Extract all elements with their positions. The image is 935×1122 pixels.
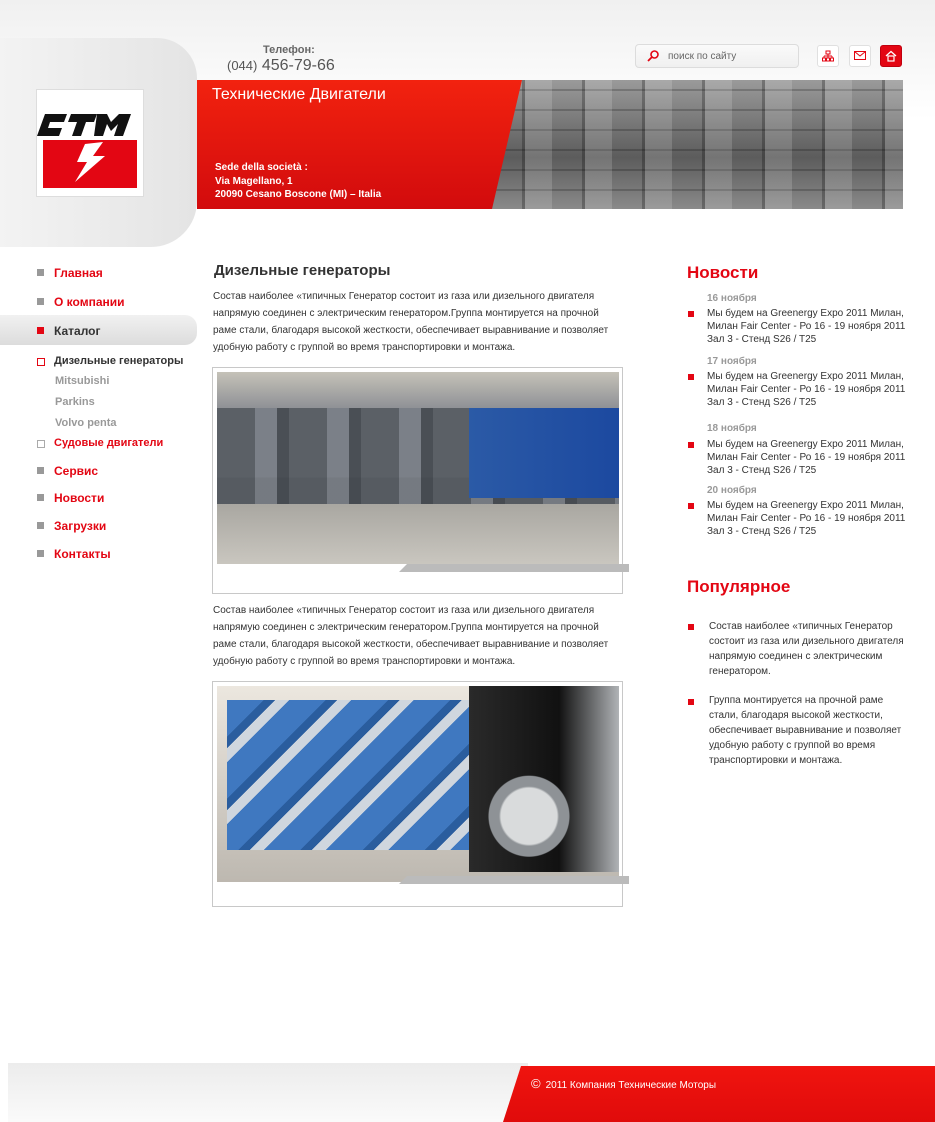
phone-number: [227, 57, 335, 75]
frame-tab: [399, 876, 629, 884]
nav-item-diesel-generators[interactable]: [0, 351, 197, 373]
sitemap-icon: [822, 50, 834, 62]
phone-label: Телефон:: [263, 44, 315, 56]
nav-sub-parkins[interactable]: Parkins: [55, 396, 95, 408]
news-bullet: [688, 374, 694, 380]
photo-engine-pipes: [469, 686, 619, 872]
photo-blue-generators: [227, 700, 487, 850]
header-banner: [197, 80, 903, 209]
news-bullet: [688, 503, 694, 509]
intro-paragraph: Состав наиболее «типичных Генератор состоит из газа или дизельного двигателя напрямую соединен с электрическим генератором.Группа монтируется на прочной раме стали, благодаря высокой жесткости, обеспечивает выравнивание и позволяет удобную работу с группой во время транспортировки и монтажа.: [213, 291, 609, 353]
nav-label: Дизельные генераторы: [54, 355, 184, 367]
nav-item-service[interactable]: [0, 460, 197, 482]
search-box: [635, 44, 799, 68]
photo-frame-1: [212, 367, 623, 594]
nav-item-contacts[interactable]: [0, 543, 197, 565]
nav-label: Главная: [54, 266, 103, 280]
popular-item-text[interactable]: Группа монтируется на прочной раме стали, благодаря высокой жесткости, обеспечивает выравнивание и позволяет удобную работу с группой во время транспортировки и монтажа.: [709, 695, 902, 766]
news-bullet: [688, 311, 694, 317]
news-item-text[interactable]: Мы будем на Greenergy Expo 2011 Милан, Милан Fair Center - Ро 16 - 19 ноября 2011 Зал 3 - Стенд S26 / T25: [707, 439, 906, 476]
nav-bullet: [37, 494, 44, 501]
popular-bullet: [688, 624, 694, 630]
mail-icon: [854, 51, 866, 61]
nav-bullet: [37, 522, 44, 529]
nav-label: Сервис: [54, 464, 99, 478]
phone-code: (044): [227, 58, 258, 73]
news-bullet: [688, 442, 694, 448]
nav-bullet: [37, 358, 45, 366]
nav-item-about[interactable]: [0, 291, 197, 313]
nav-item-home[interactable]: [0, 262, 197, 284]
generators-row-photo[interactable]: [217, 686, 619, 882]
banner-engines-photo: [492, 80, 903, 209]
nav-sub-mitsubishi[interactable]: Mitsubishi: [55, 375, 110, 387]
news-item-text[interactable]: Мы будем на Greenergy Expo 2011 Милан, Милан Fair Center - Ро 16 - 19 ноября 2011 Зал 3 - Стенд S26 / T25: [707, 500, 906, 537]
news-item-text[interactable]: Мы будем на Greenergy Expo 2011 Милан, Милан Fair Center - Ро 16 - 19 ноября 2011 Зал 3 - Стенд S26 / T25: [707, 371, 906, 408]
news-date: 17 ноября: [707, 356, 757, 367]
nav-item-news[interactable]: [0, 487, 197, 509]
news-date: 20 ноября: [707, 485, 757, 496]
banner-address-line1: Sede della società :: [215, 162, 308, 173]
photo-frame-2: [212, 681, 623, 907]
copyright-icon: ©: [531, 1076, 541, 1091]
footer-left: [8, 1063, 528, 1122]
nav-label: Каталог: [54, 324, 101, 338]
sitemap-button[interactable]: [817, 45, 839, 67]
nav-item-marine-engines[interactable]: [0, 433, 197, 455]
nav-label: Новости: [54, 491, 105, 505]
frame-tab: [399, 564, 629, 572]
footer-copyright: [531, 1076, 716, 1091]
photo-blue-wall: [469, 408, 619, 498]
copyright-text: 2011 Компания Технические Моторы: [545, 1080, 717, 1091]
nav-item-downloads[interactable]: [0, 515, 197, 537]
page-title: Дизельные генераторы: [214, 262, 391, 279]
nav-bullet: [37, 327, 44, 334]
popular-heading: Популярное: [687, 577, 791, 596]
home-icon: [885, 50, 897, 62]
footer-red: [503, 1066, 935, 1122]
photo-floor: [217, 504, 619, 564]
news-heading: Новости: [687, 263, 759, 282]
banner-address-line3: 20090 Cesano Boscone (MI) – Italia: [215, 189, 382, 200]
logo[interactable]: [36, 89, 144, 197]
news-item-text[interactable]: Мы будем на Greenergy Expo 2011 Милан, Милан Fair Center - Ро 16 - 19 ноября 2011 Зал 3 - Стенд S26 / T25: [707, 308, 906, 345]
news-date: 18 ноября: [707, 423, 757, 434]
banner-title: Технические Двигатели: [212, 86, 386, 103]
home-button[interactable]: [880, 45, 902, 67]
nav-label: Судовые двигатели: [54, 437, 164, 449]
nav-item-catalog[interactable]: [0, 315, 197, 345]
second-paragraph: Состав наиболее «типичных Генератор состоит из газа или дизельного двигателя напрямую соединен с электрическим генератором.Группа монтируется на прочной раме стали, благодаря высокой жесткости, обеспечивает выравнивание и позволяет удобную работу с группой во время транспортировки и монтажа.: [213, 605, 609, 667]
popular-item-text[interactable]: Состав наиболее «типичных Генератор состоит из газа или дизельного двигателя напрямую соединен с электрическим генератором.: [709, 621, 904, 677]
photo-ceiling: [217, 372, 619, 408]
mail-button[interactable]: [849, 45, 871, 67]
nav-label: Контакты: [54, 547, 111, 561]
nav-sub-volvo-penta[interactable]: Volvo penta: [55, 417, 117, 429]
nav-bullet: [37, 269, 44, 276]
nav-label: Загрузки: [54, 519, 107, 533]
nav-label: О компании: [54, 295, 125, 309]
nav-bullet: [37, 467, 44, 474]
search-input[interactable]: [668, 48, 794, 64]
nav-bullet: [37, 440, 45, 448]
nav-bullet: [37, 550, 44, 557]
news-date: 16 ноября: [707, 293, 757, 304]
banner-address-line2: Via Magellano, 1: [215, 176, 293, 187]
generators-hall-photo[interactable]: [217, 372, 619, 564]
search-icon[interactable]: [646, 49, 660, 63]
nav-bullet: [37, 298, 44, 305]
phone-digits: 456-79-66: [261, 57, 335, 74]
popular-bullet: [688, 699, 694, 705]
